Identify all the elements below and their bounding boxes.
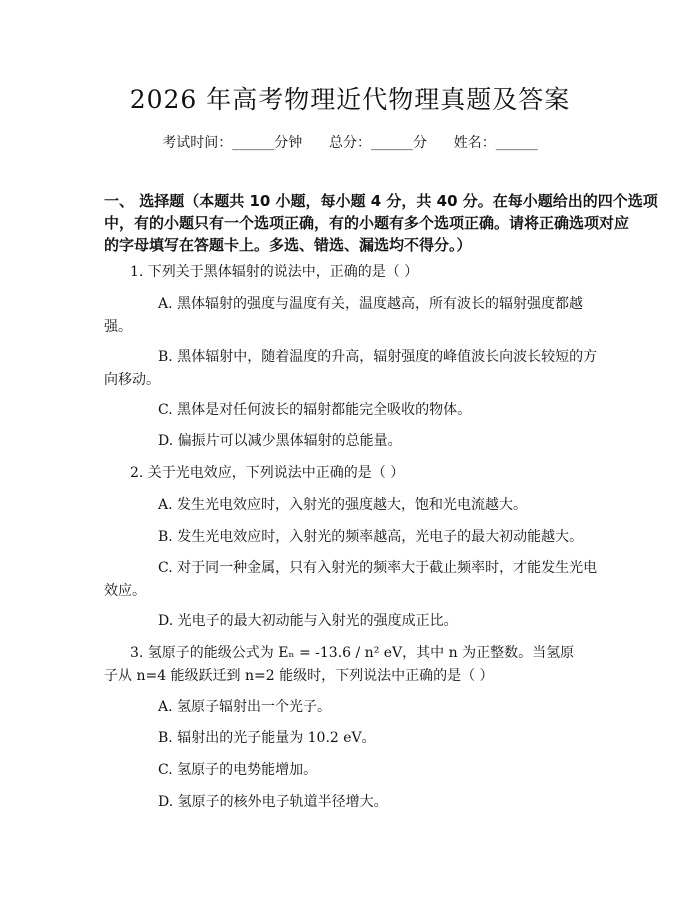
question-1-option-b bbox=[104, 346, 598, 392]
question-3-option-a bbox=[104, 696, 594, 719]
page-title: 2026 年高考物理近代物理真题及答案 bbox=[129, 85, 571, 114]
question-text: 2. 关于光电效应，下列说法中正确的是（ ） bbox=[130, 465, 405, 481]
section-heading-line: 一、 选择题（本题共 10 小题，每小题 4 分，共 40 分。在每小题给出的四个选项 bbox=[104, 192, 658, 210]
question-3-option-d bbox=[104, 791, 594, 814]
question-2-option-a bbox=[104, 494, 594, 517]
option-text-cont: 向移动。 bbox=[104, 372, 160, 388]
section-heading-line: 的字母填写在答题卡上。多选、错选、漏选均不得分。） bbox=[104, 236, 472, 254]
question-2-option-c bbox=[104, 557, 598, 603]
option-text: D. 氢原子的核外电子轨道半径增大。 bbox=[158, 794, 388, 810]
question-1-option-d bbox=[104, 430, 594, 453]
section-heading bbox=[104, 190, 658, 256]
option-text: B. 发生光电效应时，入射光的频率越高，光电子的最大初动能越大。 bbox=[158, 529, 584, 545]
option-text: A. 黑体辐射的强度与温度有关，温度越高，所有波长的辐射强度都越 bbox=[158, 296, 584, 312]
question-1-option-a bbox=[104, 293, 594, 339]
option-text-cont: 强。 bbox=[104, 319, 132, 335]
option-text: D. 偏振片可以减少黑体辐射的总能量。 bbox=[158, 433, 402, 449]
question-3-option-b bbox=[104, 727, 594, 750]
question-3-stem bbox=[104, 642, 594, 688]
option-text: B. 辐射出的光子能量为 10.2 eV。 bbox=[158, 730, 376, 746]
option-text: A. 发生光电效应时，入射光的强度越大，饱和光电流越大。 bbox=[158, 497, 528, 513]
option-text-cont: 效应。 bbox=[104, 583, 146, 599]
question-3-option-c bbox=[104, 759, 594, 782]
option-text: A. 氢原子辐射出一个光子。 bbox=[158, 699, 332, 715]
option-text: C. 黑体是对任何波长的辐射都能完全吸收的物体。 bbox=[158, 402, 472, 418]
exam-info-line: 考试时间：______分钟 总分：______分 姓名：______ bbox=[162, 135, 538, 151]
question-text-cont: 子从 n=4 能级跃迁到 n=2 能级时，下列说法中正确的是（ ） bbox=[104, 668, 494, 684]
option-text: B. 黑体辐射中，随着温度的升高，辐射强度的峰值波长向波长较短的方 bbox=[158, 349, 598, 365]
question-1-option-c bbox=[104, 399, 594, 422]
question-1-stem bbox=[104, 261, 594, 284]
question-2-stem bbox=[104, 462, 594, 485]
option-text: D. 光电子的最大初动能与入射光的强度成正比。 bbox=[158, 613, 458, 629]
question-text: 1. 下列关于黑体辐射的说法中，正确的是（ ） bbox=[130, 264, 419, 280]
question-2-option-d bbox=[104, 610, 594, 633]
question-text: 3. 氢原子的能级公式为 Eₙ = -13.6 / n² eV，其中 n 为正整数。当氢原 bbox=[130, 645, 575, 661]
question-2-option-b bbox=[104, 526, 594, 549]
option-text: C. 对于同一种金属，只有入射光的频率大于截止频率时，才能发生光电 bbox=[158, 560, 598, 576]
option-text: C. 氢原子的电势能增加。 bbox=[158, 762, 318, 778]
section-heading-line: 中，有的小题只有一个选项正确，有的小题有多个选项正确。请将正确选项对应 bbox=[104, 214, 630, 232]
